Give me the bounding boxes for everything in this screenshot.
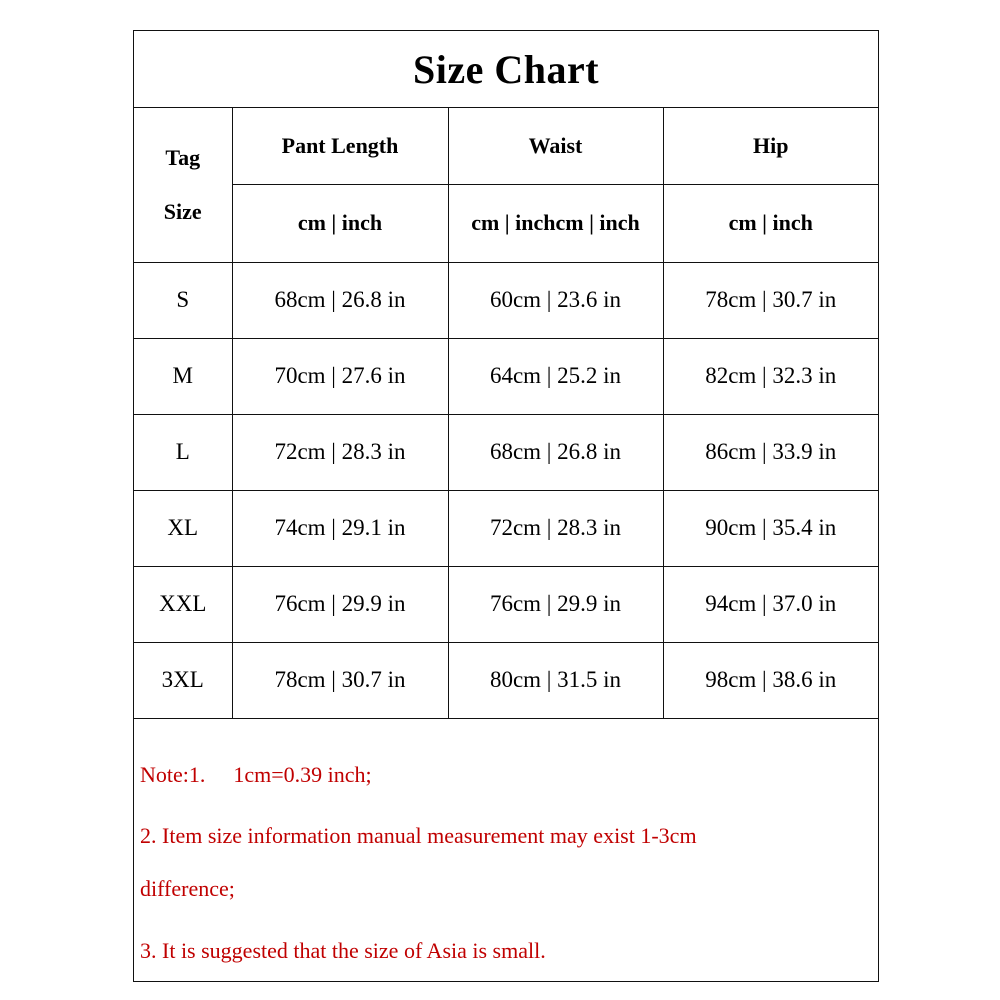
hip-cell: 86cm | 33.9 in <box>663 414 878 490</box>
table-row <box>134 490 878 566</box>
note-1-prefix: Note:1. <box>140 762 206 787</box>
waist-cell: 68cm | 26.8 in <box>448 414 663 490</box>
size-chart <box>133 30 879 982</box>
size-cell: M <box>134 338 232 414</box>
note-3: 3. It is suggested that the size of Asia is small. <box>140 938 546 963</box>
size-cell: XXL <box>134 566 232 642</box>
column-header-pant-length: Pant Length <box>232 108 448 184</box>
table-row <box>134 338 878 414</box>
unit-row <box>134 184 878 262</box>
pant-length-cell: 68cm | 26.8 in <box>232 262 448 338</box>
table-row <box>134 566 878 642</box>
unit-header-pant-length: cm | inch <box>232 184 448 262</box>
note-1-text: 1cm=0.39 inch; <box>233 762 372 787</box>
note-1 <box>140 762 372 788</box>
hip-cell: 98cm | 38.6 in <box>663 642 878 718</box>
waist-cell: 80cm | 31.5 in <box>448 642 663 718</box>
tag-size-label-line1: Tag <box>165 144 201 170</box>
column-header-waist: Waist <box>448 108 663 184</box>
table-row <box>134 414 878 490</box>
unit-header-hip: cm | inch <box>663 184 878 262</box>
hip-cell: 94cm | 37.0 in <box>663 566 878 642</box>
pant-length-cell: 74cm | 29.1 in <box>232 490 448 566</box>
unit-header-waist: cm | inchcm | inch <box>448 184 663 262</box>
note-2-line-1: 2. Item size information manual measurement may exist 1-3cm <box>140 823 697 848</box>
hip-cell: 90cm | 35.4 in <box>663 490 878 566</box>
hip-cell: 78cm | 30.7 in <box>663 262 878 338</box>
note-2-line-2: difference; <box>140 876 235 901</box>
table-row <box>134 262 878 338</box>
waist-cell: 76cm | 29.9 in <box>448 566 663 642</box>
size-cell: L <box>134 414 232 490</box>
waist-cell: 72cm | 28.3 in <box>448 490 663 566</box>
size-table <box>134 108 878 719</box>
pant-length-cell: 70cm | 27.6 in <box>232 338 448 414</box>
tag-size-label-line2: Size <box>163 198 202 224</box>
column-header-hip: Hip <box>663 108 878 184</box>
waist-cell: 64cm | 25.2 in <box>448 338 663 414</box>
size-cell: S <box>134 262 232 338</box>
pant-length-cell: 72cm | 28.3 in <box>232 414 448 490</box>
table-row <box>134 642 878 718</box>
waist-cell: 60cm | 23.6 in <box>448 262 663 338</box>
size-cell: XL <box>134 490 232 566</box>
header-row <box>134 108 878 184</box>
pant-length-cell: 78cm | 30.7 in <box>232 642 448 718</box>
chart-title: Size Chart <box>134 31 878 108</box>
tag-size-header <box>134 108 232 262</box>
pant-length-cell: 76cm | 29.9 in <box>232 566 448 642</box>
hip-cell: 82cm | 32.3 in <box>663 338 878 414</box>
size-cell: 3XL <box>134 642 232 718</box>
